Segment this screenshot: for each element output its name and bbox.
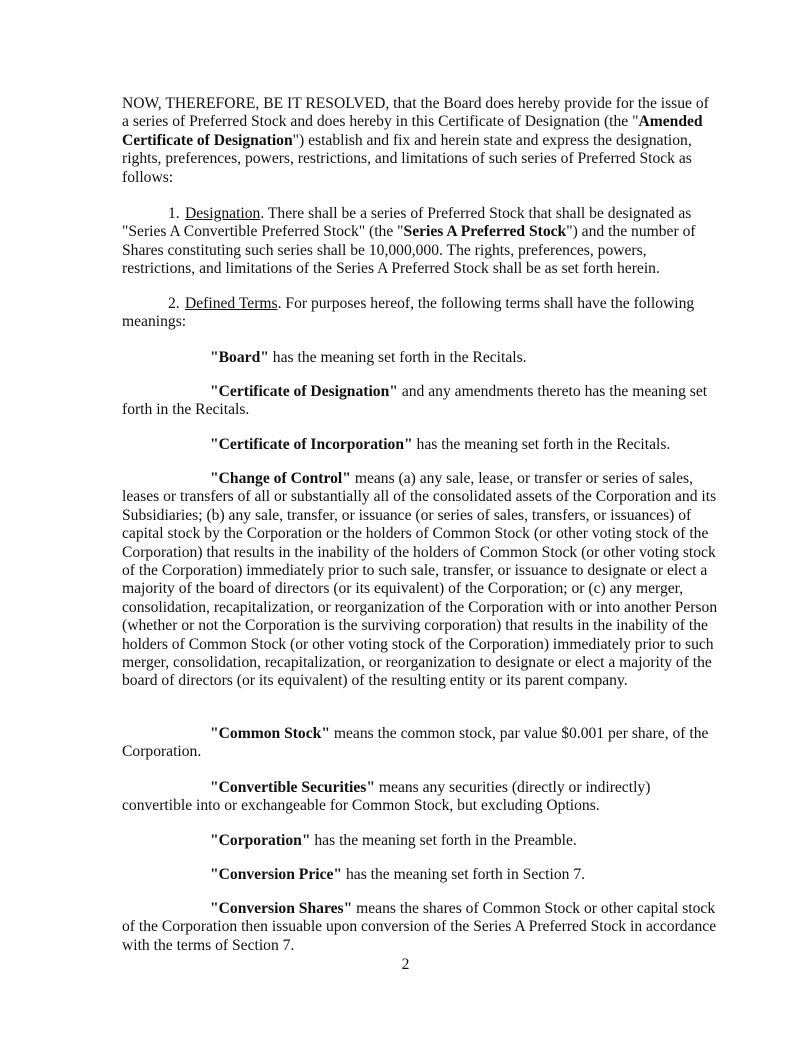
definition-common-stock xyxy=(122,725,718,762)
definition-term: "Conversion Shares" xyxy=(210,900,353,917)
definition-board xyxy=(122,349,718,367)
definition-term: "Convertible Securities" xyxy=(210,779,375,796)
section-1-number: 1. xyxy=(168,205,180,222)
definition-text: has the meaning set forth in the Recitals. xyxy=(412,436,671,453)
definition-conversion-price xyxy=(122,866,718,884)
section-1-text-2: ") and the number of Shares constituting such series shall be 10,000,000. The rights, preferences, powers, restrictions, and limitations of the Series A Preferred Stock shall be as set forth herein. xyxy=(122,223,696,278)
definition-certificate-of-designation xyxy=(122,383,718,420)
section-2-heading: Defined Terms xyxy=(185,295,278,312)
definition-convertible-securities xyxy=(122,779,718,816)
definition-term: "Board" xyxy=(210,349,269,366)
section-1-heading: Designation xyxy=(185,205,261,222)
resolution-term: Amended Certificate of Designation xyxy=(122,113,703,149)
definition-conversion-shares xyxy=(122,900,718,955)
section-2-number: 2. xyxy=(168,295,180,312)
definition-corporation xyxy=(122,832,718,850)
definition-text: means the shares of Common Stock or other capital stock of the Corporation then issuable upon conversion of the Series A Preferred Stock in accordance with the terms of Section 7. xyxy=(122,900,717,954)
page-number: 2 xyxy=(401,956,410,973)
definition-text: has the meaning set forth in Section 7. xyxy=(342,866,586,883)
definition-change-of-control xyxy=(122,470,718,691)
definition-text: means any securities (directly or indirectly) convertible into or exchangeable for Common Stock, but excluding Options. xyxy=(122,779,651,815)
definition-term: "Certificate of Designation" xyxy=(210,383,398,400)
definition-text: means the common stock, par value $0.001 per share, of the Corporation. xyxy=(122,725,709,761)
definition-text: has the meaning set forth in the Recitals. xyxy=(268,349,527,366)
resolution-paragraph xyxy=(122,95,718,187)
definition-text: means (a) any sale, lease, or transfer or series of sales, leases or transfers of all or substantially all of the consolidated assets of the Corporation and its Subsidiaries; (b) any sale, transfer, or issuance (or series of sales, transfers, or issuances) of capital stock by the Corporation or the holders of Common Stock (or other voting stock of the Corporation) that results in the inability of the holders of Common Stock (or other voting stock of the Corporation) immediately prior to such sale, transfer, or issuance to designate or elect a majority of the board of directors (or its equivalent) of the Corporation; or (c) any merger, consolidation, recapitalization, or reorganization of the Corporation with or into another Person (whether or not the Corporation is the surviving corporation) that results in the inability of the holders of Common Stock (or other voting stock of the Corporation) immediately prior to such merger, consolidation, recapitalization, or reorganization to designate or elect a majority of the board of directors (or its equivalent) of the resulting entity or its parent company. xyxy=(122,470,718,690)
definition-text: has the meaning set forth in the Preamble. xyxy=(310,832,577,849)
section-2-paragraph xyxy=(122,295,718,332)
definition-term: "Certificate of Incorporation" xyxy=(210,436,413,453)
section-1-paragraph xyxy=(122,205,718,279)
definition-term: "Change of Control" xyxy=(210,470,351,487)
definition-term: "Corporation" xyxy=(210,832,311,849)
definition-term: "Conversion Price" xyxy=(210,866,343,883)
section-1-text-1: . There shall be a series of Preferred Stock that shall be designated as "Series A Convertible Preferred Stock" (the " xyxy=(122,205,692,241)
definition-term: "Common Stock" xyxy=(210,725,330,742)
resolution-text-2: ") establish and fix and herein state and express the designation, rights, preferences, powers, restrictions, and limitations of such series of Preferred Stock as follows: xyxy=(122,131,692,186)
section-1-term: Series A Preferred Stock xyxy=(403,223,567,241)
definition-certificate-of-incorporation xyxy=(122,436,718,454)
section-2-text-1: . For purposes hereof, the following terms shall have the following meanings: xyxy=(122,295,695,331)
definition-text: and any amendments thereto has the meaning set forth in the Recitals. xyxy=(122,383,708,419)
resolution-text-1: NOW, THEREFORE, BE IT RESOLVED, that the Board does hereby provide for the issue of a series of Preferred Stock and does hereby in this Certificate of Designation (the " xyxy=(122,95,709,131)
